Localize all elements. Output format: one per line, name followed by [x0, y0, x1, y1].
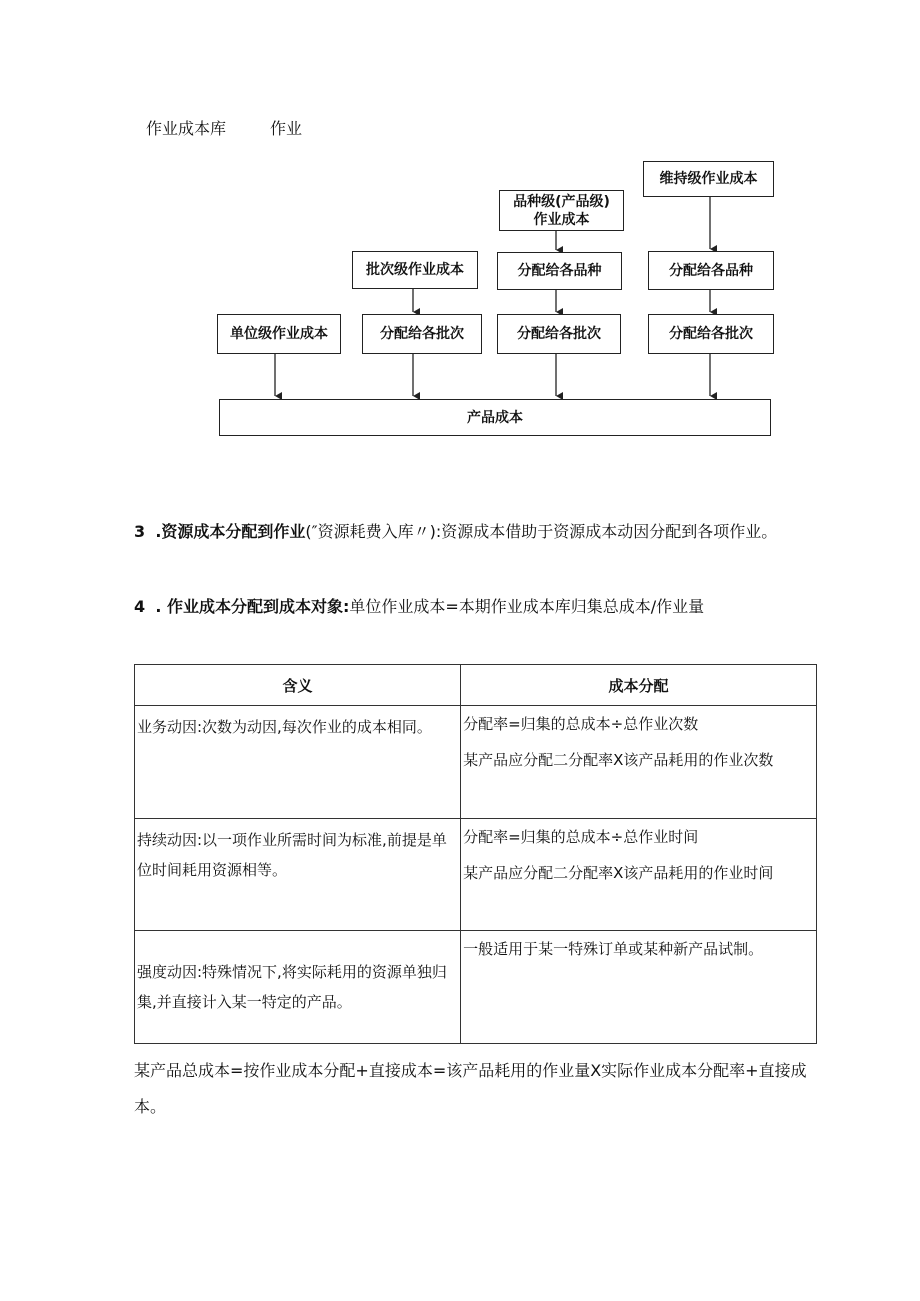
sustain-level-cost-box: 维持级作业成本 — [643, 161, 774, 197]
assign-product-box-col3: 分配给各品种 — [497, 252, 622, 290]
product-cost-box: 产品成本 — [219, 399, 771, 436]
row2-allocation-line1: 分配率=归集的总成本÷总作业时间 — [463, 828, 699, 846]
section-4-number: 4 — [134, 597, 146, 616]
assign-batch-box-col4: 分配给各批次 — [648, 314, 774, 354]
assign-batch-box-col2: 分配给各批次 — [362, 314, 482, 354]
cost-pool-label: 作业成本库 — [146, 119, 227, 138]
section-3-title: .资源成本分配到作业 — [155, 522, 306, 541]
header-meaning: 含义 — [135, 665, 461, 706]
row3-meaning: 强度动因:特殊情况下,将实际耗用的资源单独归集,并直接计入某一特定的产品。 — [135, 931, 461, 1044]
row1-allocation — [461, 706, 817, 819]
section-4-title: . 作业成本分配到成本对象: — [155, 597, 350, 616]
total-cost-formula: 某产品总成本=按作业成本分配+直接成本=该产品耗用的作业量X实际作业成本分配率+直接成本。 — [134, 1061, 807, 1116]
section-3-paren: (″资源耗费入库〃) — [305, 522, 436, 541]
section-4-body: 单位作业成本=本期作业成本库归集总成本/作业量 — [349, 597, 705, 616]
row3-allocation — [461, 931, 817, 1044]
row2-allocation-line2: 某产品应分配二分配率X该产品耗用的作业时间 — [463, 864, 774, 882]
product-level-cost-box — [499, 190, 624, 231]
table-row — [135, 706, 817, 819]
row3-allocation-line1: 一般适用于某一特殊订单或某种新产品试制。 — [463, 940, 764, 958]
header-allocation: 成本分配 — [461, 665, 817, 706]
row1-meaning: 业务动因:次数为动因,每次作业的成本相同。 — [135, 706, 461, 819]
section-3-paragraph — [134, 517, 824, 547]
section-4-paragraph — [134, 592, 824, 622]
assign-batch-box-col3: 分配给各批次 — [497, 314, 621, 354]
product-level-line1: 品种级(产品级) — [513, 193, 610, 210]
table-row — [135, 819, 817, 931]
row1-allocation-line2: 某产品应分配二分配率X该产品耗用的作业次数 — [463, 751, 774, 769]
batch-level-cost-box: 批次级作业成本 — [352, 251, 478, 289]
row1-allocation-line1: 分配率=归集的总成本÷总作业次数 — [463, 715, 699, 733]
activity-label: 作业 — [270, 119, 303, 138]
assign-product-box-col4: 分配给各品种 — [648, 251, 774, 290]
row2-allocation — [461, 819, 817, 931]
driver-table — [134, 664, 817, 1044]
table-header-row — [135, 665, 817, 706]
section-3-body: :资源成本借助于资源成本动因分配到各项作业。 — [435, 522, 778, 541]
section-3-number: 3 — [134, 522, 146, 541]
unit-level-cost-box: 单位级作业成本 — [217, 314, 341, 354]
product-level-line2: 作业成本 — [533, 211, 590, 228]
row2-meaning: 持续动因:以一项作业所需时间为标准,前提是单位时间耗用资源相等。 — [135, 819, 461, 931]
table-row — [135, 931, 817, 1044]
